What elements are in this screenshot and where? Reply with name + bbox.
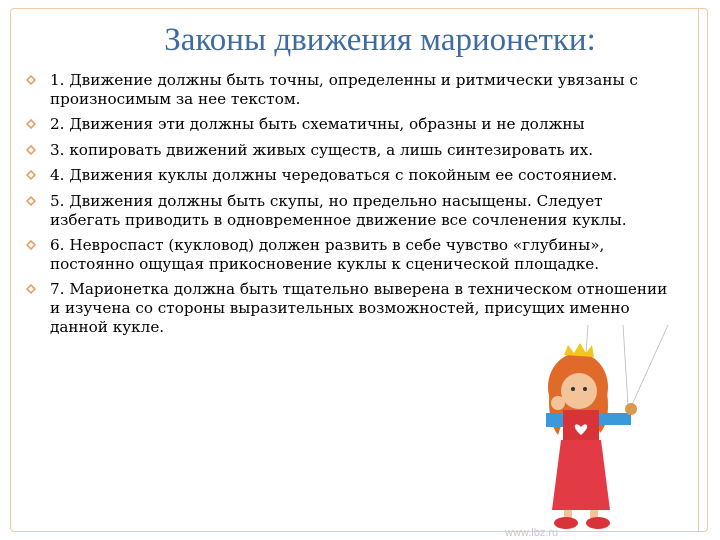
watermark-text: www.lbz.ru <box>505 527 559 539</box>
list-item-text: 4. Движения куклы должны чередоваться с покойным ее состоянием. <box>50 166 618 185</box>
list-item <box>26 236 676 273</box>
list-item-text: 2. Движения эти должны быть схематичны, образны и не должны <box>50 115 585 134</box>
open-diamond-icon <box>26 284 36 294</box>
open-diamond-icon <box>26 119 36 129</box>
open-diamond-icon <box>26 240 36 250</box>
open-diamond-icon <box>26 170 36 180</box>
list-item <box>26 115 676 134</box>
list-item-text: 6. Невроспаст (кукловод) должен развить в себе чувство «глубины», постоянно ощущая прикосновение куклы к сценической площадке. <box>50 236 605 273</box>
list-item <box>26 192 676 229</box>
list-item-text: 3. копировать движений живых существ, а лишь синтезировать их. <box>50 140 594 159</box>
list-item-text: 7. Марионетка должна быть тщательно выверена в техническом отношении и изучена со стороны выразительных возможностей, присущих именно данной кукле. <box>50 280 668 336</box>
list-item-text: 5. Движения должны быть скупы, но предельно насыщены. Следует избегать приводить в одновременное движение все сочленения куклы. <box>50 191 627 229</box>
slide-title: Законы движения марионетки: <box>164 22 596 58</box>
list-item <box>26 71 676 108</box>
open-diamond-icon <box>26 75 36 85</box>
list-item <box>26 141 676 160</box>
open-diamond-icon <box>26 145 36 155</box>
list-item <box>26 166 676 185</box>
list-item-text: 1. Движение должны быть точны, определенны и ритмически увязаны с произносимым за нее текстом. <box>50 71 638 108</box>
open-diamond-icon <box>26 196 36 206</box>
laws-list <box>26 71 676 343</box>
marionette-image <box>528 325 678 535</box>
